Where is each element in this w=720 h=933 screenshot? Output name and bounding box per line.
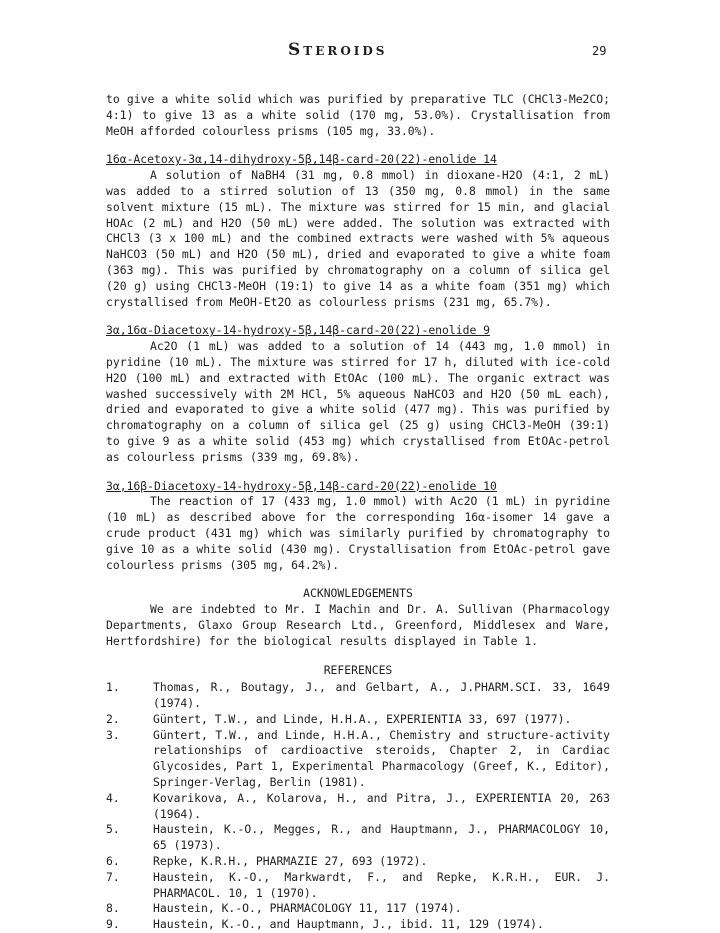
section-heading-compound-9: 3α,16α-Diacetoxy-14-hydroxy-5β,14β-card-20(22)-enolide 9 xyxy=(106,323,491,338)
paragraph-compound-14: A solution of NaBH4 (31 mg, 0.8 mmol) in dioxane-H2O (4:1, 2 mL) was added to a stirred solution of 13 (350 mg, 0.8 mmol) in the same solvent mixture (15 mL). The mixture was stirred for 15 min, and glacial HOAc (2 mL) and H2O (50 mL) were added. The solution was extracted with CHCl3 (3 x 100 mL) and the combined extracts were washed with 5% aqueous NaHCO3 (50 mL) and H2O (50 mL), dried and evaporated to give a white foam (363 mg). This was purified by chromatography on a column of silica gel (20 g) using CHCl3-MeOH (19:1) to give 14 as a white foam (351 mg) which crystallised from MeOH-Et2O as colourless prisms (231 mg, 65.7%). xyxy=(106,168,610,309)
reference-number: 5. xyxy=(106,822,120,837)
reference-item xyxy=(106,854,610,870)
reference-item xyxy=(106,901,610,917)
reference-item xyxy=(106,728,610,791)
journal-title: Steroids xyxy=(288,40,388,60)
section-heading-compound-14: 16α-Acetoxy-3α,14-dihydroxy-5β,14β-card-20(22)-enolide 14 xyxy=(106,152,497,167)
reference-item xyxy=(106,870,610,902)
reference-text: Haustein, K.-O., Megges, R., and Hauptmann, J., PHARMACOLOGY 10, 65 (1973). xyxy=(153,822,610,853)
reference-item xyxy=(106,791,610,823)
reference-item xyxy=(106,680,610,712)
reference-item xyxy=(106,712,610,728)
reference-text: Güntert, T.W., and Linde, H.H.A., Chemistry and structure-activity relationships of cardioactive steroids, Chapter 2, in Cardiac Glycosides, Part 1, Experimental Pharmacology (Greef, K., Editor), Springer-Verlag, Berlin (1981). xyxy=(153,727,610,790)
reference-number: 3. xyxy=(106,727,120,742)
reference-text: Thomas, R., Boutagy, J., and Gelbart, A., J.PHARM.SCI. 33, 1649 (1974). xyxy=(153,680,610,711)
page-header xyxy=(0,40,720,64)
article-body xyxy=(106,92,610,933)
reference-number: 8. xyxy=(106,901,120,916)
reference-number: 4. xyxy=(106,790,120,805)
reference-item xyxy=(106,917,610,933)
reference-number: 9. xyxy=(106,917,120,932)
reference-list xyxy=(106,680,610,933)
reference-text: Repke, K.R.H., PHARMAZIE 27, 693 (1972). xyxy=(153,854,428,869)
paragraph-continued: to give a white solid which was purified by preparative TLC (CHCl3-Me2CO; 4:1) to give 13 as a white solid (170 mg, 53.0%). Crystallisation from MeOH afforded colourless prisms (105 mg, 33.0%). xyxy=(106,92,610,138)
reference-number: 1. xyxy=(106,680,120,695)
section-heading-compound-10: 3α,16β-Diacetoxy-14-hydroxy-5β,14β-card-20(22)-enolide 10 xyxy=(106,478,497,493)
reference-text: Haustein, K.-O., and Hauptmann, J., ibid. 11, 129 (1974). xyxy=(153,917,544,932)
reference-item xyxy=(106,822,610,854)
acknowledgements-title: ACKNOWLEDGEMENTS xyxy=(303,586,413,601)
reference-text: Haustein, K.-O., PHARMACOLOGY 11, 117 (1974). xyxy=(153,901,462,916)
page-number: 29 xyxy=(592,44,607,58)
references-title: REFERENCES xyxy=(323,662,393,677)
reference-text: Haustein, K.-O., Markwardt, F., and Repke, K.R.H., EUR. J. PHARMACOL. 10, 1 (1970). xyxy=(153,869,610,900)
reference-text: Güntert, T.W., and Linde, H.H.A., EXPERIENTIA 33, 697 (1977). xyxy=(153,711,572,726)
reference-number: 2. xyxy=(106,711,120,726)
reference-number: 6. xyxy=(106,854,120,869)
acknowledgements-text: We are indebted to Mr. I Machin and Dr. A. Sullivan (Pharmacology Departments, Glaxo Group Research Ltd., Greenford, Middlesex and Ware, Hertfordshire) for the biological results displayed in Table 1. xyxy=(106,602,610,648)
paragraph-compound-9: Ac2O (1 mL) was added to a solution of 14 (443 mg, 1.0 mmol) in pyridine (10 mL). The mixture was stirred for 17 h, diluted with ice-cold H2O (100 mL) and extracted with EtOAc (100 mL). The organic extract was washed successively with 2M HCl, 5% aqueous NaHCO3 and H2O (50 mL each), dried and evaporated to give a white solid (477 mg). This was purified by chromatography on a column of silica gel (25 g) using CHCl3-MeOH (39:1) to give 9 as a white solid (453 mg) which crystallised from EtOAc-petrol as colourless prisms (339 mg, 69.8%). xyxy=(106,339,610,464)
reference-text: Kovarikova, A., Kolarova, H., and Pitra, J., EXPERIENTIA 20, 263 (1964). xyxy=(153,790,610,821)
reference-number: 7. xyxy=(106,869,120,884)
paragraph-compound-10: The reaction of 17 (433 mg, 1.0 mmol) with Ac2O (1 mL) in pyridine (10 mL) as described above for the corresponding 16α-isomer 14 gave a crude product (431 mg) which was similarly purified by chromatography to give 10 as a white solid (430 mg). Crystallisation from EtOAc-petrol gave colourless prisms (305 mg, 64.2%). xyxy=(106,494,610,572)
